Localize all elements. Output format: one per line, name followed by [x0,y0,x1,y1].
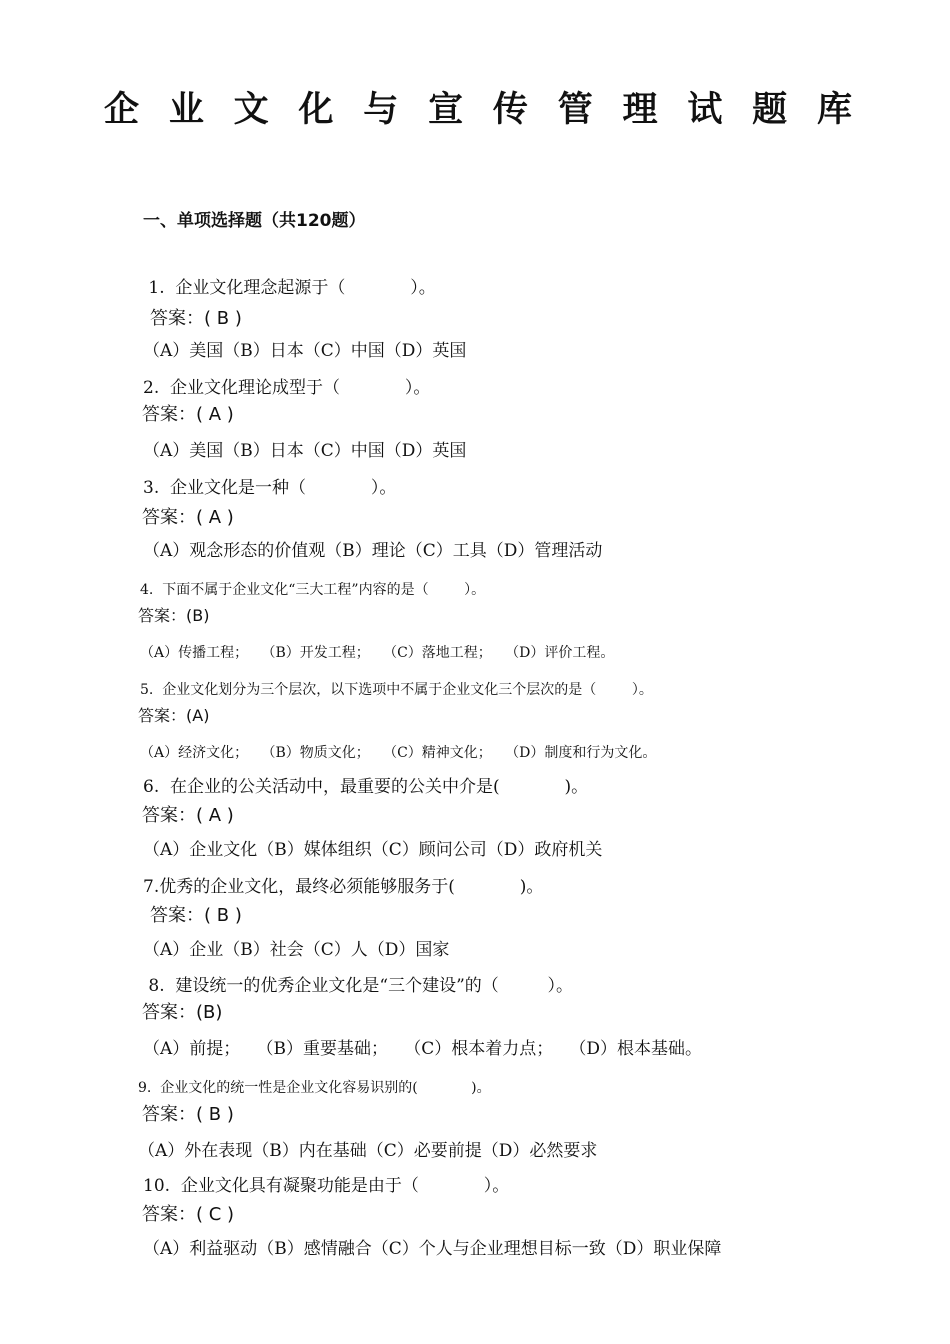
answer-1: 答案：( B ) [150,308,242,329]
answer-5: 答案：(A) [138,706,210,725]
document-title [104,88,852,132]
question-stem: 8. 建设统一的优秀企业文化是“三个建设”的（ ）。 [143,976,573,996]
question-stem: 1. 企业文化理念起源于（ ）。 [143,278,436,298]
question-options: （A）前提； （B）重要基础； （C）根本着力点； （D）根本基础。 [143,1039,703,1059]
answer-7: 答案：( B ) [150,905,242,926]
question-stem: 5. 企业文化划分为三个层次，以下选项中不属于企业文化三个层次的是（ ）。 [140,682,653,698]
question-options: （A）美国（B）日本（C）中国（D）英国 [143,341,467,361]
question-stem: 3. 企业文化是一种（ ）。 [143,478,397,498]
question-options: （A）美国（B）日本（C）中国（D）英国 [143,441,467,461]
answer-3: 答案：( A ) [142,507,234,528]
question-stem: 9. 企业文化的统一性是企业文化容易识别的( )。 [138,1080,491,1096]
title-char: 试 [687,90,723,130]
question-stem: 6. 在企业的公关活动中，最重要的公关中介是( )。 [143,777,589,797]
question-options: （A）企业文化（B）媒体组织（C）顾问公司（D）政府机关 [143,840,603,860]
title-char: 理 [622,90,658,130]
question-options: （A）观念形态的价值观（B）理论（C）工具（D）管理活动 [143,541,603,561]
question-stem: 10. 企业文化具有凝聚功能是由于（ ）。 [143,1176,510,1196]
title-char: 文 [233,90,269,130]
question-options: （A）传播工程； （B）开发工程； （C）落地工程； （D）评价工程。 [140,645,615,661]
title-char: 传 [492,90,528,130]
section-heading: 一、单项选择题（共120题） [143,211,366,231]
question-stem: 7.优秀的企业文化，最终必须能够服务于( )。 [143,877,544,897]
answer-4: 答案：(B) [138,606,210,625]
question-options: （A）外在表现（B）内在基础（C）必要前提（D）必然要求 [138,1141,598,1161]
question-options: （A）经济文化； （B）物质文化； （C）精神文化； （D）制度和行为文化。 [140,745,657,761]
title-char: 化 [298,90,334,130]
question-stem: 2. 企业文化理论成型于（ ）。 [143,378,431,398]
title-char: 业 [168,90,204,130]
answer-8: 答案：(B) [142,1002,223,1023]
title-char: 与 [363,90,399,130]
question-options: （A）利益驱动（B）感情融合（C）个人与企业理想目标一致（D）职业保障 [143,1239,722,1259]
title-char: 管 [557,90,593,130]
question-stem: 4. 下面不属于企业文化“三大工程”内容的是（ ）。 [140,582,486,598]
answer-6: 答案：( A ) [142,805,234,826]
question-options: （A）企业（B）社会（C）人（D）国家 [143,940,450,960]
answer-2: 答案：( A ) [142,404,234,425]
title-char: 企 [104,90,140,130]
answer-10: 答案：( C ) [142,1204,235,1225]
title-char: 库 [816,90,852,130]
title-char: 宣 [428,90,464,130]
title-char: 题 [752,90,788,130]
answer-9: 答案：( B ) [142,1104,234,1125]
